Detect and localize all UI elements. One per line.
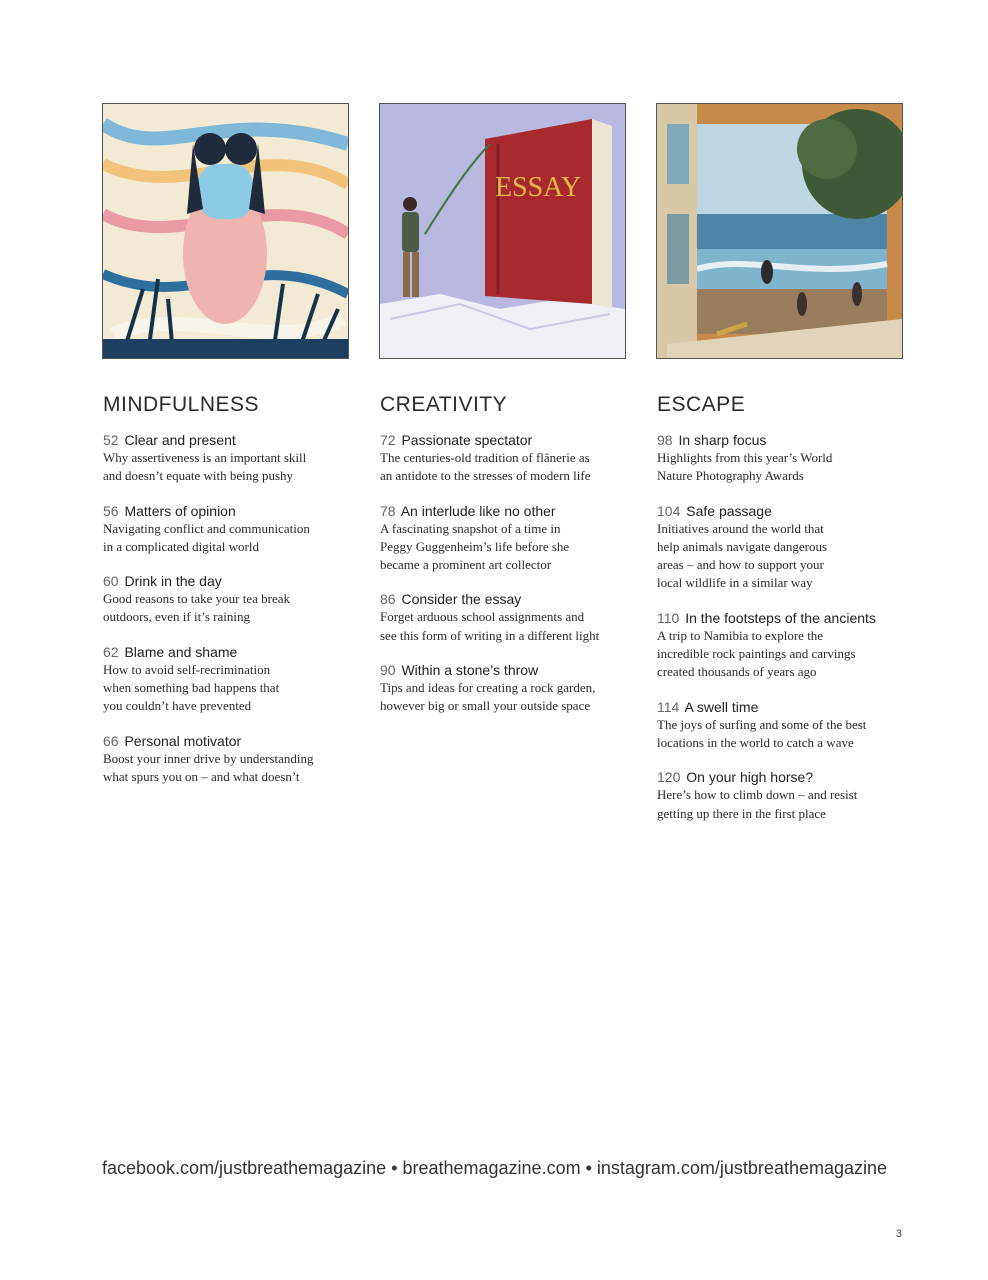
article-description: Why assertiveness is an important skill and doesn’t equate with being pushy	[103, 450, 307, 484]
article-title: In the footsteps of the ancients	[685, 609, 876, 626]
page-number: 114	[657, 698, 680, 715]
article-title: Blame and shame	[124, 643, 238, 660]
page-number: 62	[103, 643, 119, 660]
article-entry[interactable]	[103, 732, 349, 787]
article-description: Here’s how to climb down – and resist getting up there in the first place	[657, 787, 858, 821]
two-women-embracing-icon	[103, 104, 348, 358]
article-description: Initiatives around the world that help animals navigate dangerous areas – and how to support your local wildlife in a similar way	[657, 520, 828, 591]
article-description: A trip to Namibia to explore the incredible rock paintings and carvings created thousands of years ago	[657, 627, 856, 680]
article-title: An interlude like no other	[400, 502, 556, 519]
article-title: Safe passage	[686, 502, 772, 519]
article-title: Passionate spectator	[401, 432, 533, 448]
article-description: Highlights from this year’s World Nature Photography Awards	[657, 450, 833, 484]
page-number: 60	[103, 573, 119, 590]
article-title: Personal motivator	[124, 732, 242, 749]
article-title: Consider the essay	[401, 591, 522, 608]
article-entry[interactable]	[657, 431, 903, 486]
escape-illustration	[656, 103, 903, 359]
essay-book-icon	[380, 104, 625, 358]
mindfulness-illustration	[102, 103, 349, 359]
page-number: 110	[657, 609, 680, 626]
article-title: Matters of opinion	[124, 502, 236, 519]
article-title: A swell time	[684, 698, 759, 715]
article-entry[interactable]	[380, 590, 626, 645]
article-entry[interactable]	[380, 431, 626, 486]
article-description: The joys of surfing and some of the best locations in the world to catch a wave	[657, 716, 867, 750]
article-title: Within a stone’s throw	[401, 662, 539, 679]
article-description: Good reasons to take your tea break outdoors, even if it’s raining	[103, 591, 290, 625]
page-number: 120	[657, 769, 681, 786]
article-title: Clear and present	[124, 432, 236, 448]
section-title: CREATIVITY	[380, 393, 508, 416]
page-number: 86	[380, 591, 396, 608]
article-entry[interactable]	[103, 643, 349, 716]
section-title: ESCAPE	[657, 393, 746, 416]
svg-text:ESSAY: ESSAY	[494, 172, 582, 203]
section-escape	[656, 103, 903, 839]
article-entry[interactable]	[657, 502, 903, 593]
creativity-illustration	[379, 103, 626, 359]
article-entry[interactable]	[380, 502, 626, 575]
article-description: Tips and ideas for creating a rock garden, however big or small your outside space	[380, 680, 596, 714]
surf-beach-icon	[657, 104, 902, 358]
article-entry[interactable]	[380, 661, 626, 716]
article-description: A fascinating snapshot of a time in Peggy Guggenheim’s life before she became a prominent art collector	[380, 520, 570, 573]
section-mindfulness	[102, 103, 349, 802]
page-number: 72	[380, 432, 396, 448]
article-title: On your high horse?	[686, 769, 814, 786]
article-entry[interactable]	[657, 698, 903, 753]
page-number: 66	[103, 732, 119, 749]
page-number: 98	[657, 432, 673, 448]
article-entry[interactable]	[657, 768, 903, 823]
article-description: Navigating conflict and communication in a complicated digital world	[103, 520, 310, 554]
article-description: Forget arduous school assignments and see this form of writing in a different light	[380, 609, 600, 643]
article-title: In sharp focus	[678, 432, 767, 448]
article-entry[interactable]	[657, 609, 903, 682]
article-entry[interactable]	[103, 502, 349, 557]
article-entry[interactable]	[103, 431, 349, 486]
page-number: 78	[380, 502, 396, 519]
article-description: How to avoid self-recrimination when something bad happens that you couldn’t have prevented	[103, 661, 280, 714]
section-creativity	[379, 103, 626, 732]
article-description: The centuries-old tradition of flânerie as an antidote to the stresses of modern life	[380, 450, 591, 484]
article-entry[interactable]	[103, 572, 349, 627]
page-number-footer: 3	[895, 1228, 902, 1240]
page-number: 104	[657, 502, 681, 519]
article-description: Boost your inner drive by understanding what spurs you on – and what doesn’t	[103, 750, 314, 784]
section-title: MINDFULNESS	[103, 393, 260, 416]
page-number: 52	[103, 432, 119, 448]
page-number: 90	[380, 662, 396, 679]
social-links-footer[interactable]: facebook.com/justbreathemagazine • breathemagazine.com • instagram.com/justbreathemagazine	[102, 1158, 888, 1178]
page-number: 56	[103, 502, 119, 519]
article-title: Drink in the day	[124, 573, 222, 590]
